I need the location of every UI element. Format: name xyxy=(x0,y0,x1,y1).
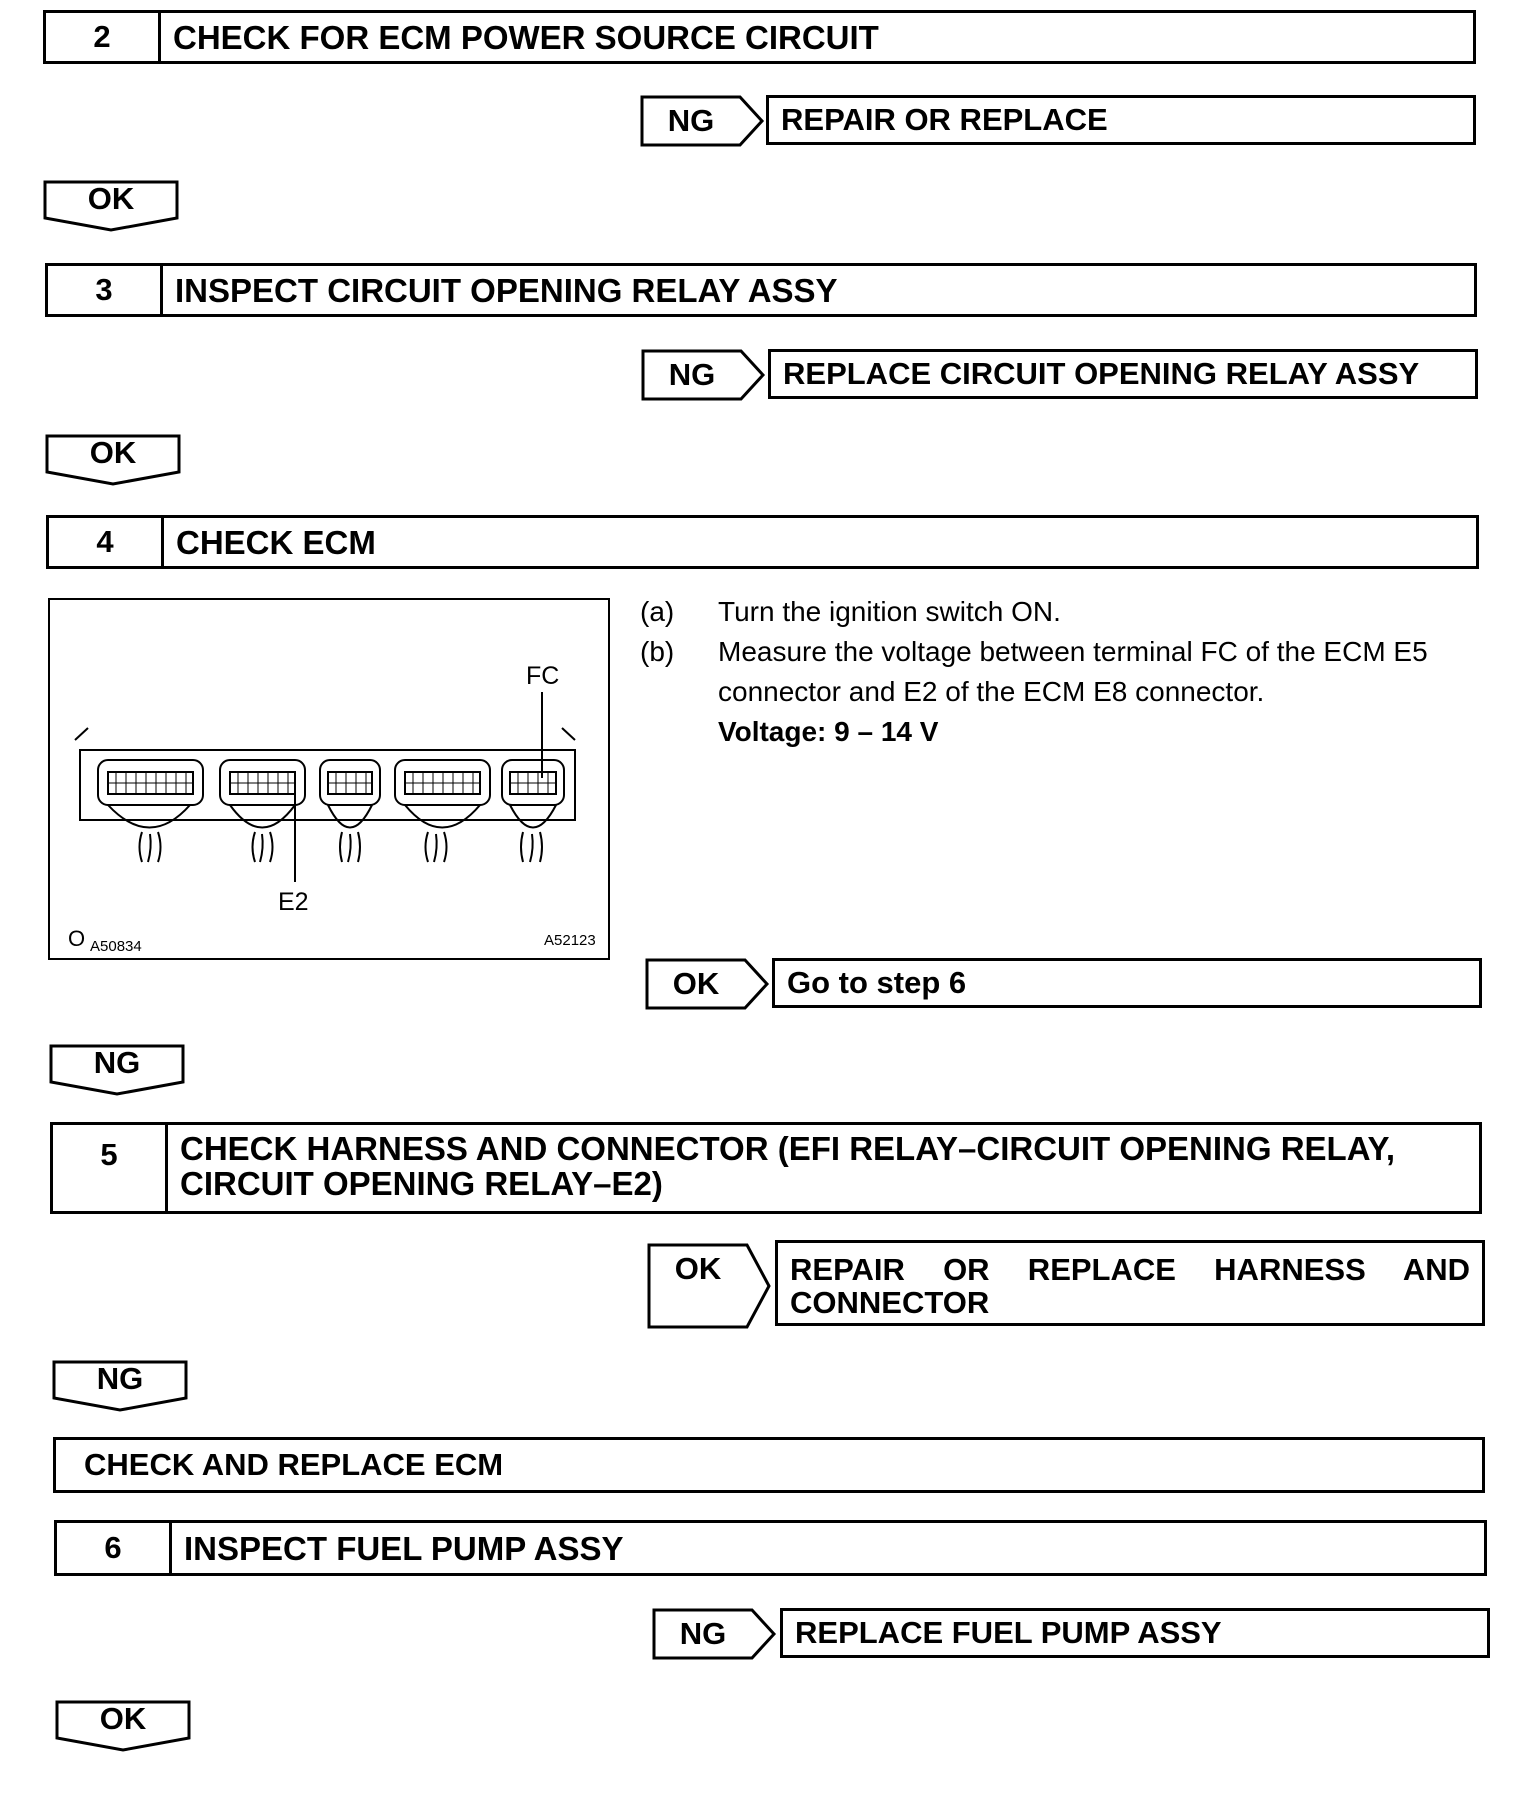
ok-label: OK xyxy=(674,1251,722,1286)
step-number: 3 xyxy=(48,266,163,314)
ng-label: NG xyxy=(668,357,716,392)
ng-result-box: REPAIR OR REPLACE xyxy=(766,95,1476,145)
step-6-header xyxy=(54,1520,1487,1576)
step-title: CHECK ECM xyxy=(176,523,376,561)
ok-label: OK xyxy=(89,435,137,470)
instruction-label: (a) xyxy=(640,596,675,627)
step-title: CHECK FOR ECM POWER SOURCE CIRCUIT xyxy=(173,18,879,56)
step-number: 5 xyxy=(53,1125,168,1211)
check-replace-ecm-box: CHECK AND REPLACE ECM xyxy=(53,1437,1485,1493)
ng-result-box: REPLACE FUEL PUMP ASSY xyxy=(780,1608,1490,1658)
instruction-label: (b) xyxy=(640,636,675,667)
instruction-row xyxy=(640,632,1490,712)
voltage-spec: Voltage: 9 – 14 V xyxy=(718,716,939,747)
step-number: 2 xyxy=(46,13,161,61)
diagram-code-right: A52123 xyxy=(544,932,596,949)
instruction-text: Measure the voltage between terminal FC of the ECM E5 connector and E2 of the ECM E8 connector. xyxy=(718,636,1428,707)
step-number: 4 xyxy=(49,518,164,566)
ng-result-box: REPLACE CIRCUIT OPENING RELAY ASSY xyxy=(768,349,1478,399)
step-title: INSPECT FUEL PUMP ASSY xyxy=(184,1529,624,1567)
step-5-header xyxy=(50,1122,1482,1214)
step-number: 6 xyxy=(57,1523,172,1573)
ecm-connector-diagram xyxy=(48,598,610,960)
ecm-connector-illustration xyxy=(50,600,608,958)
ng-label: NG xyxy=(679,1616,727,1651)
step-4-header xyxy=(46,515,1479,569)
ng-label: NG xyxy=(93,1045,141,1080)
terminal-fc-label: FC xyxy=(526,662,560,690)
ng-label: NG xyxy=(667,103,715,138)
instruction-row xyxy=(640,592,1490,632)
step-3-header xyxy=(45,263,1477,317)
instruction-text: Turn the ignition switch ON. xyxy=(718,596,1061,627)
step-4-instructions xyxy=(640,592,1490,752)
ok-result-box: REPAIR OR REPLACE HARNESS AND CONNECTOR xyxy=(775,1240,1485,1326)
ok-label: OK xyxy=(87,181,135,216)
step-title: INSPECT CIRCUIT OPENING RELAY ASSY xyxy=(175,271,838,309)
ok-label: OK xyxy=(672,966,720,1001)
ok-result-box: Go to step 6 xyxy=(772,958,1482,1008)
diagram-code-o: O xyxy=(68,926,86,951)
ng-label: NG xyxy=(96,1361,144,1396)
diagram-code-left: A50834 xyxy=(90,938,142,955)
step-title: CHECK HARNESS AND CONNECTOR (EFI RELAY–CIRCUIT OPENING RELAY, CIRCUIT OPENING RELAY–E2) xyxy=(180,1130,1396,1202)
step-2-header xyxy=(43,10,1476,64)
terminal-e2-label: E2 xyxy=(278,888,309,916)
ok-label: OK xyxy=(99,1701,147,1736)
